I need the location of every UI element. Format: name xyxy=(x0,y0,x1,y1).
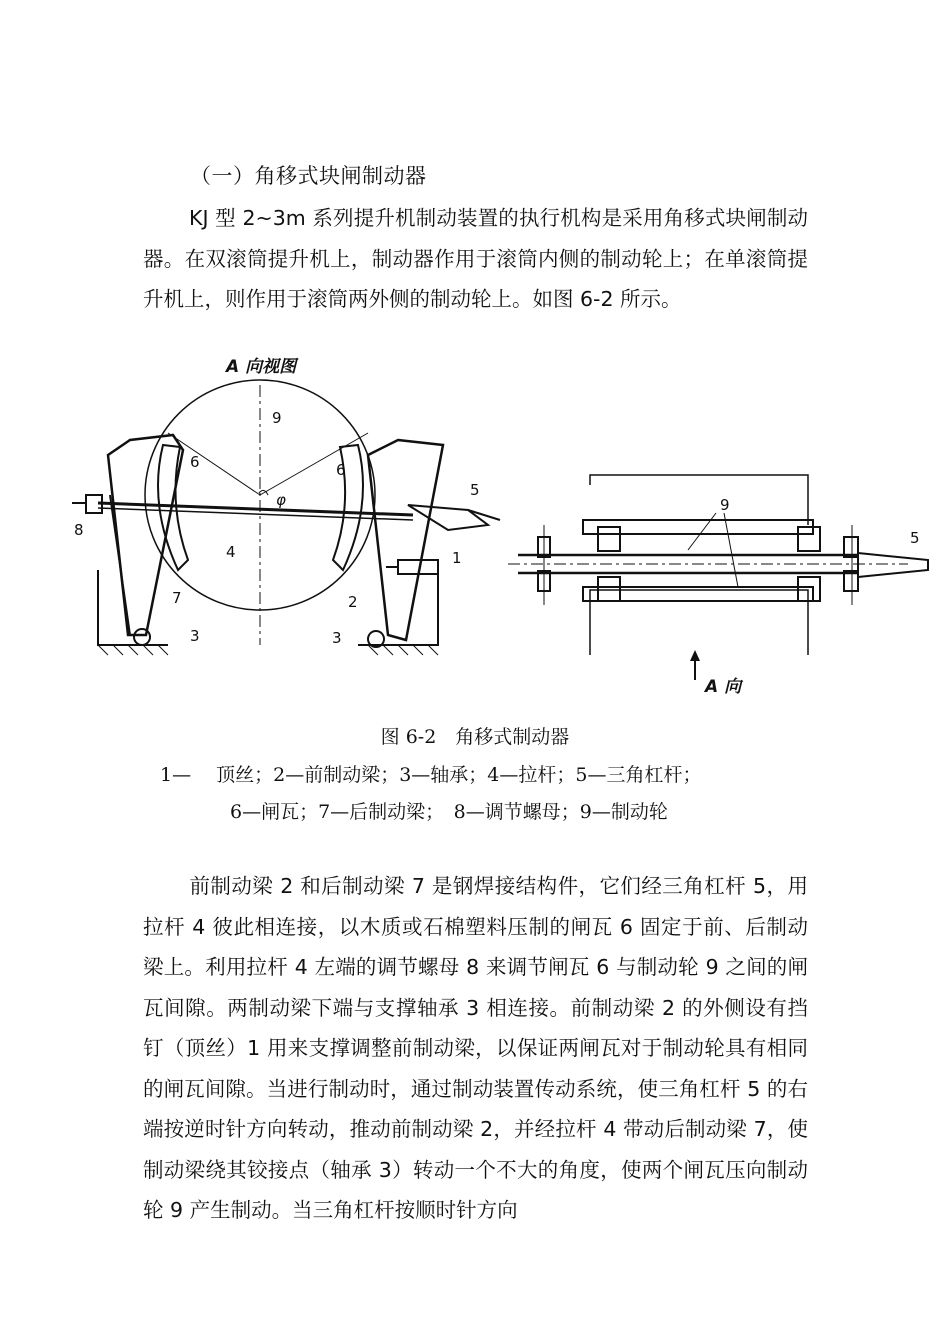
direction-label: A 向 xyxy=(705,677,742,697)
drum-bottom xyxy=(590,590,808,655)
label-7: 7 xyxy=(172,589,182,607)
label-9: 9 xyxy=(272,409,282,427)
bearing-left xyxy=(134,629,150,645)
paragraph-description: 前制动梁 2 和后制动梁 7 是钢焊接结构件，它们经三角杠杆 5，用拉杆 4 彼此相连接，以木质或石棉塑料压制的闸瓦 6 固定于前、后制动梁上。利用拉杆 4 左端的调节螺母 8 来调节闸瓦 6 与制动轮 9 之间的闸瓦间隙。两制动梁下端与支撑轴承 3 相连接。前制动梁 2 的外侧设有挡钉（顶丝）1 用来支撑调整前制动梁，以保证两闸瓦对于制动轮具有相同的闸瓦间隙。当进行制动时，通过制动装置传动系统，使三角杠杆 5 的右端按逆时针方向转动，推动前制动梁 2，并经拉杆 4 带动后制动梁 7，使制动梁绕其铰接点（轴承 3）转动一个不大的角度，使两个闸瓦压向制动轮 9 产生制动。当三角杠杆按顺时针方向 xyxy=(143,874,808,1222)
label-1: 1 xyxy=(452,549,462,567)
brake-figure xyxy=(68,345,940,705)
label-5b: 5 xyxy=(910,529,920,547)
label-5a: 5 xyxy=(470,481,480,499)
front-brake-beam xyxy=(368,440,443,640)
view-label: A 向视图 xyxy=(226,357,297,377)
angle-line-lower xyxy=(260,433,368,495)
section-heading: （一）角移式块闸制动器 xyxy=(190,164,427,188)
paragraph-intro: KJ 型 2~3m 系列提升机制动装置的执行机构是采用角移式块闸制动器。在双滚筒提升机上，制动器作用于滚筒内侧的制动轮上；在单滚筒提升机上，则作用于滚筒两外侧的制动轮上。如图 6-2 所示。 xyxy=(143,206,808,311)
brake-wheel-bottom xyxy=(583,587,813,601)
label-9b: 9 xyxy=(720,496,730,514)
label-8: 8 xyxy=(74,521,84,539)
label-4: 4 xyxy=(226,543,236,561)
label-6b: 6 xyxy=(336,461,346,479)
figure-caption-title: 图 6-2 角移式制动器 xyxy=(380,726,570,748)
triangle-lever xyxy=(408,505,488,530)
lever-5-top xyxy=(858,553,928,577)
figure-legend-line2: 6—闸瓦；7—后制动梁； 8—调节螺母；9—制动轮 xyxy=(230,801,668,823)
figure-legend-line1: 1— 顶丝；2—前制动梁；3—轴承；4—拉杆；5—三角杠杆； xyxy=(160,764,702,786)
brake-drawing xyxy=(68,345,940,705)
label-2: 2 xyxy=(348,593,358,611)
label-6a: 6 xyxy=(190,453,200,471)
phi-symbol: φ xyxy=(276,491,286,509)
drum-top xyxy=(590,475,808,525)
label-3a: 3 xyxy=(190,627,200,645)
angle-line-upper xyxy=(168,433,260,495)
label-3b: 3 xyxy=(332,629,342,647)
